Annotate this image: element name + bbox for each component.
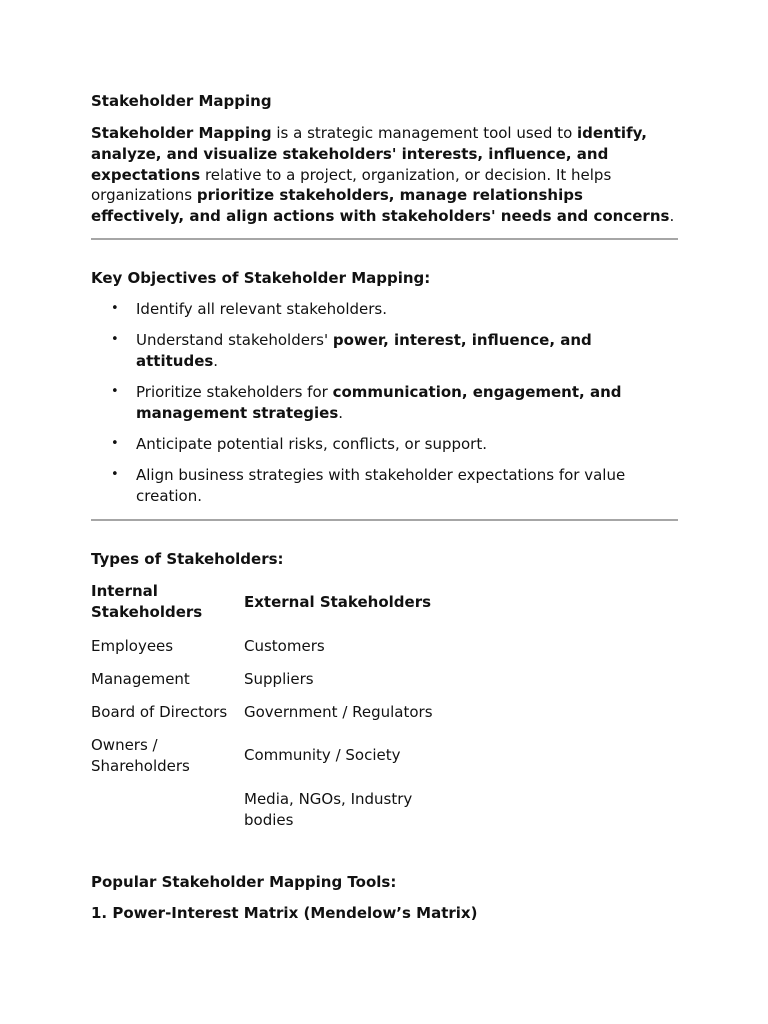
intro-run: . bbox=[669, 207, 675, 226]
bullet-icon: • bbox=[111, 466, 119, 482]
list-item bbox=[91, 434, 636, 455]
table-cell-external: Suppliers bbox=[244, 670, 314, 688]
bullet-icon: • bbox=[111, 383, 119, 399]
list-item-text: Anticipate potential risks, conflicts, or support. bbox=[136, 434, 487, 453]
intro-run: prioritize stakeholders, manage relationships effectively, and align actions with stakeholders' needs and concerns bbox=[91, 186, 670, 226]
table-cell-external: Community / Society bbox=[244, 746, 401, 764]
types-heading: Types of Stakeholders: bbox=[91, 550, 284, 568]
intro-run: is a strategic management tool used to bbox=[271, 124, 578, 142]
table-cell-internal: Board of Directors bbox=[91, 703, 228, 721]
document-title: Stakeholder Mapping bbox=[91, 92, 272, 110]
list-item-text: Identify all relevant stakeholders. bbox=[136, 300, 387, 318]
table-cell-external: Government / Regulators bbox=[244, 703, 433, 721]
intro-run: Stakeholder Mapping bbox=[91, 124, 272, 142]
bullet-icon: • bbox=[111, 332, 119, 348]
column-header-external: External Stakeholders bbox=[244, 593, 432, 611]
list-item-text: power, interest, influence, and attitudes bbox=[136, 331, 592, 370]
bullet-icon: • bbox=[111, 435, 119, 451]
list-item bbox=[91, 299, 636, 320]
column-header-internal: Internal Stakeholders bbox=[91, 582, 203, 621]
list-item bbox=[91, 465, 636, 506]
horizontal-divider bbox=[91, 238, 678, 240]
bullet-icon: • bbox=[111, 301, 119, 316]
intro-run: relative to a project, organization, or decision. It helps organizations bbox=[91, 165, 612, 205]
list-item-text: . bbox=[213, 351, 219, 370]
list-item-text: communication, engagement, and management strategies bbox=[136, 382, 622, 422]
horizontal-divider bbox=[91, 519, 678, 521]
objectives-heading: Key Objectives of Stakeholder Mapping: bbox=[91, 269, 431, 287]
table-cell-internal: Owners / Shareholders bbox=[91, 736, 190, 775]
list-item-text: Align business strategies with stakeholder expectations for value creation. bbox=[136, 465, 626, 505]
table-cell-external: Media, NGOs, Industry bodies bbox=[244, 790, 413, 829]
list-item bbox=[91, 382, 636, 423]
list-item bbox=[91, 330, 636, 371]
list-item-text: Prioritize stakeholders for bbox=[136, 382, 333, 401]
tools-heading: Popular Stakeholder Mapping Tools: bbox=[91, 873, 397, 891]
intro-run: identify, analyze, and visualize stakeholders' interests, influence, and expectations bbox=[91, 124, 647, 184]
list-item-text: Understand stakeholders' bbox=[136, 331, 333, 350]
list-item-text: . bbox=[338, 403, 344, 422]
intro-paragraph bbox=[91, 123, 678, 227]
tool-heading-power-interest: 1. Power-Interest Matrix (Mendelow’s Matrix) bbox=[91, 904, 478, 922]
objectives-list bbox=[91, 299, 678, 517]
table-cell-external: Customers bbox=[244, 637, 325, 655]
table-cell-internal: Employees bbox=[91, 637, 174, 655]
table-cell-internal: Management bbox=[91, 670, 190, 688]
